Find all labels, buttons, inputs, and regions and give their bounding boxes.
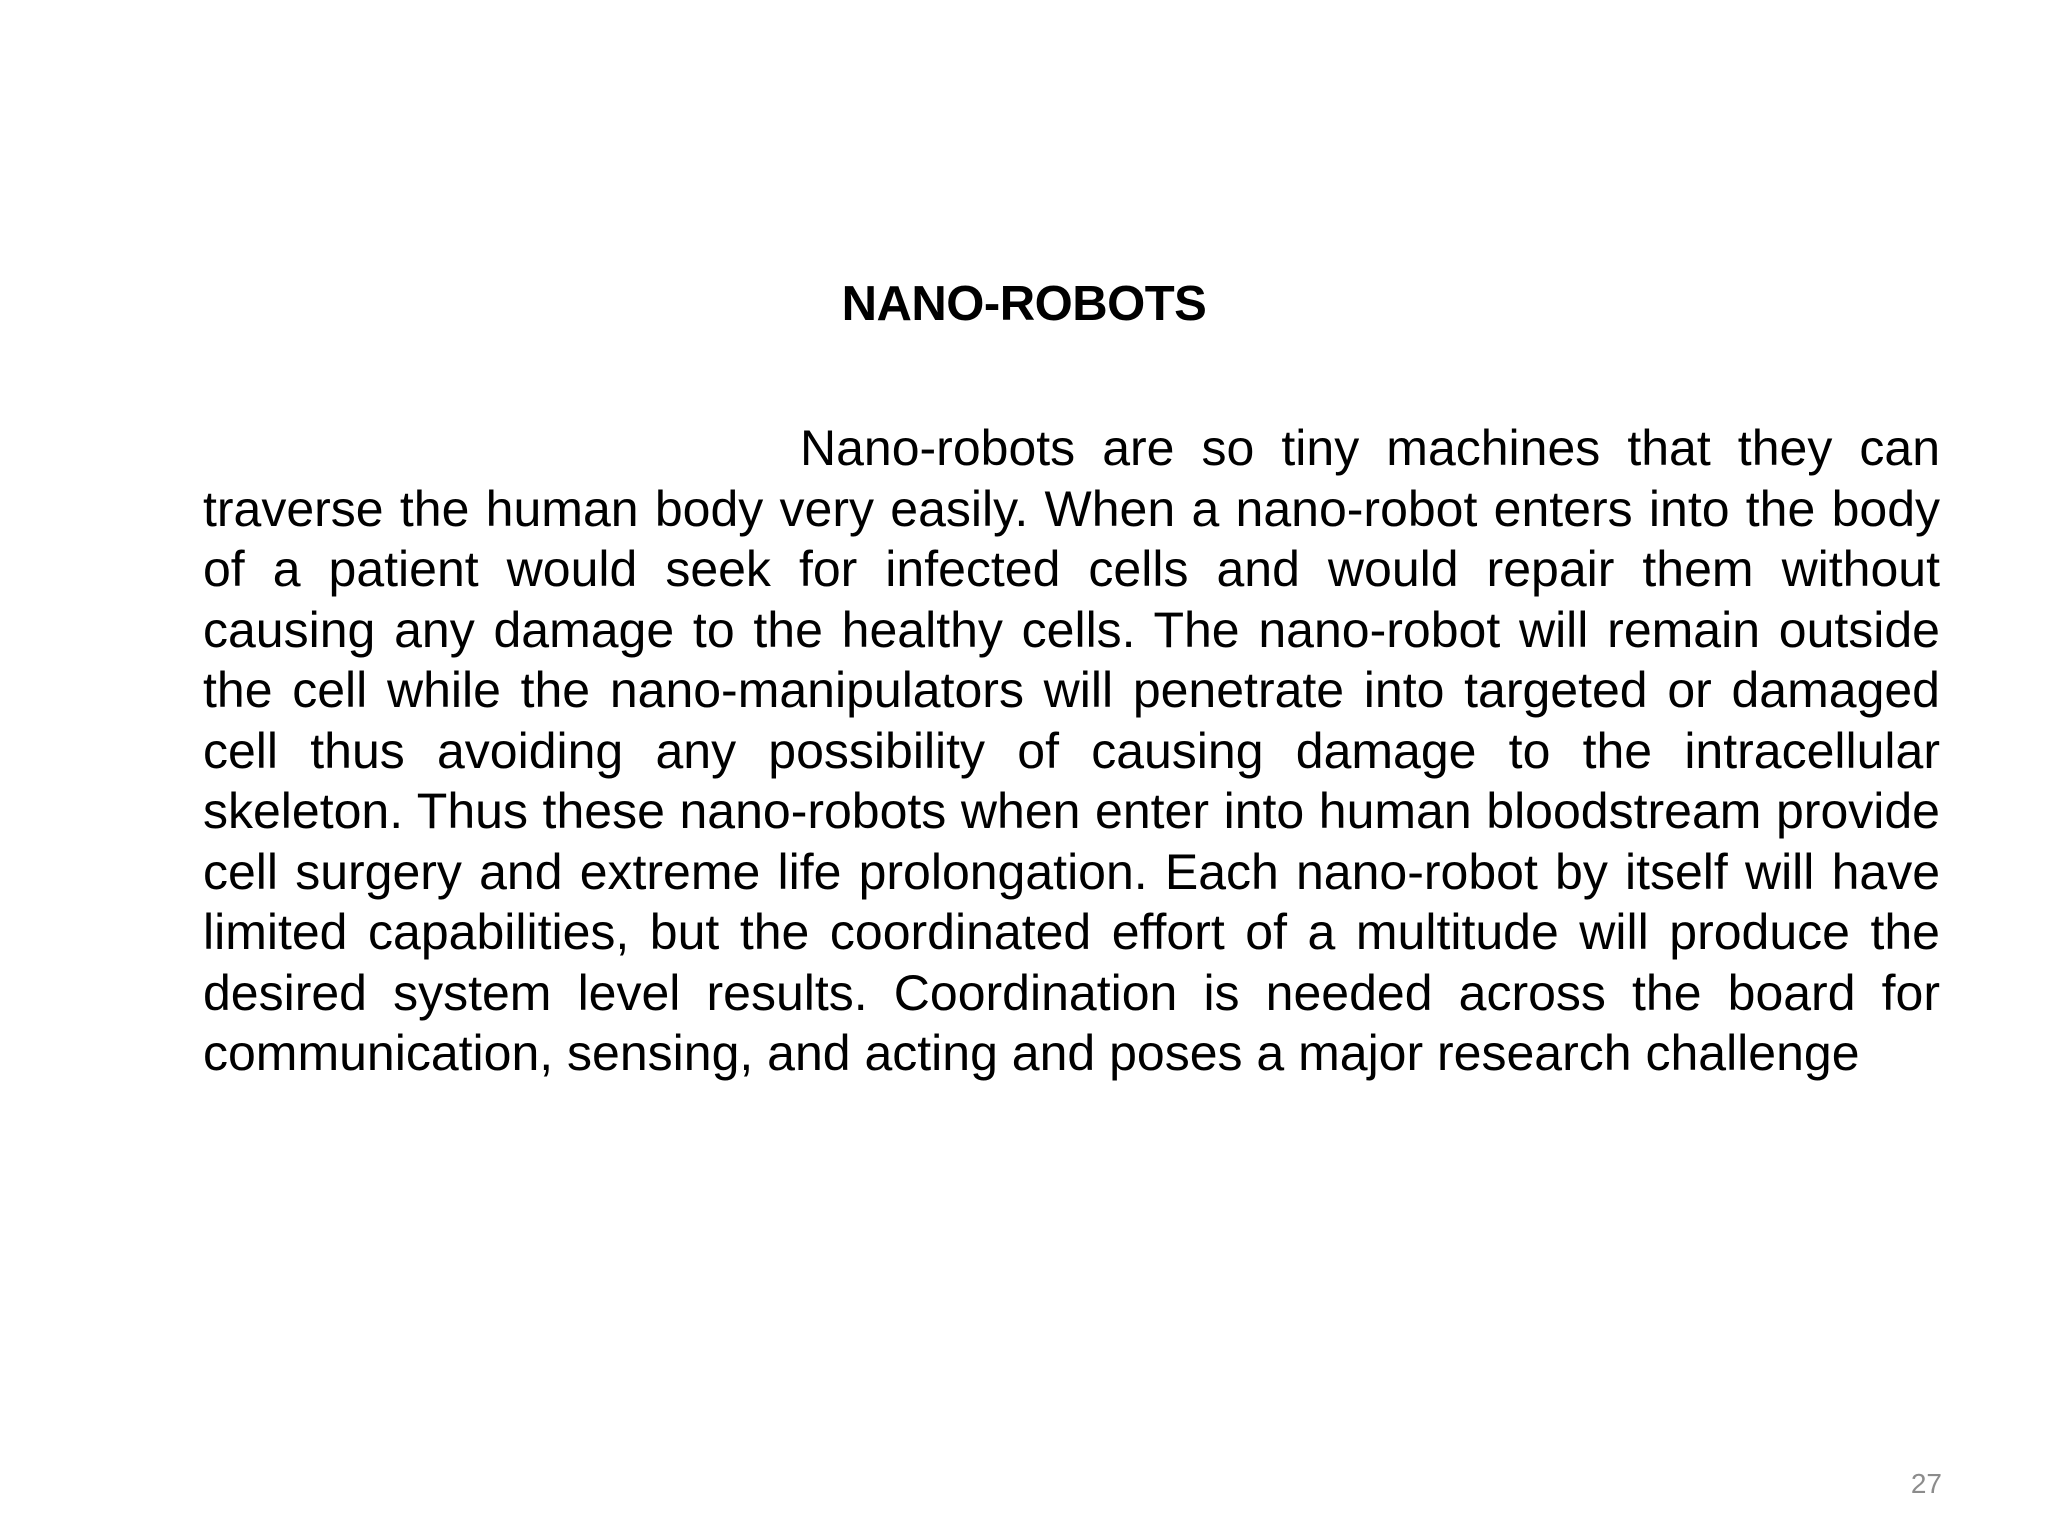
page-number: 27 — [1910, 1468, 1942, 1499]
slide-title: NANO-ROBOTS — [841, 277, 1207, 331]
slide-body-text: Nano-robots are so tiny machines that they can traverse the human body very easily. When a nano-robot enters into the body of a patient would seek for infected cells and would repair them without causing any damage to the healthy cells. The nano-robot will remain outside the cell while the nano-manipulators will penetrate into targeted or damaged cell thus avoiding any possibility of causing damage to the intracellular skeleton. Thus these nano-robots when enter into human bloodstream provide cell surgery and extreme life prolongation. Each nano-robot by itself will have limited capabilities, but the coordinated effort of a multitude will produce the desired system level results. Coordination is needed across the board for communication, sensing, and acting and poses a major research challenge — [203, 420, 1940, 1081]
